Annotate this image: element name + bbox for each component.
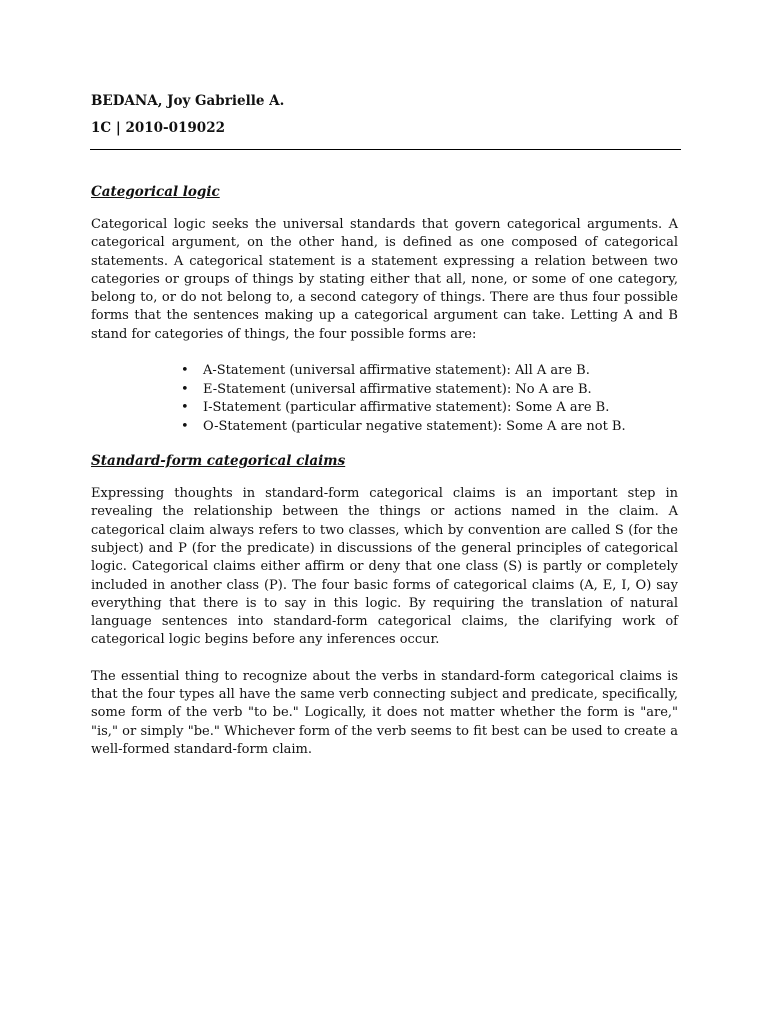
- list-item: [181, 362, 678, 381]
- header-divider: [90, 149, 681, 150]
- section-and-student-number: 1C | 2010-019022: [91, 120, 225, 136]
- list-item-text: E-Statement (universal affirmative statement): No A are B.: [203, 381, 592, 397]
- list-item-text: I-Statement (particular affirmative statement): Some A are B.: [203, 400, 610, 416]
- bullet-icon: •: [181, 400, 189, 416]
- paragraph-spacer: [91, 650, 678, 668]
- document-header: [91, 92, 681, 137]
- document-body: [91, 183, 678, 759]
- statement-forms-list: [91, 362, 678, 436]
- bullet-icon: •: [181, 381, 189, 397]
- list-item: [181, 418, 678, 437]
- list-item-text: O-Statement (particular negative statement): Some A are not B.: [203, 418, 626, 434]
- author-name: BEDANA, Joy Gabrielle A.: [91, 93, 285, 109]
- list-item: [181, 381, 678, 400]
- bullet-icon: •: [181, 418, 189, 434]
- paragraph-standard-form-1: Expressing thoughts in standard-form categorical claims is an important step in revealing the relationship between the things or actions named in the claim. A categorical claim always refers to two classes, which by convention are called S (for the subject) and P (for the predicate) in discussions of the general principles of categorical logic. Categorical claims either affirm or deny that one class (S) is partly or completely included in another class (P). The four basic forms of categorical claims (A, E, I, O) say everything that there is to say in this logic. By requiring the translation of natural language sentences into standard-form categorical claims, the clarifying work of categorical logic begins before any inferences occur.: [91, 486, 678, 648]
- list-item-text: A-Statement (universal affirmative statement): All A are B.: [203, 363, 590, 379]
- bullet-icon: •: [181, 363, 189, 379]
- heading-categorical-logic: Categorical logic: [91, 184, 220, 200]
- list-item: [181, 399, 678, 418]
- paragraph-standard-form-2: The essential thing to recognize about the verbs in standard-form categorical claims is that the four types all have the same verb connecting subject and predicate, specifically, some form of the verb "to be." Logically, it does not matter whether the form is "are," "is," or simply "be." Whichever form of the verb seems to fit best can be used to create a well-formed standard-form claim.: [91, 668, 678, 757]
- paragraph-categorical-logic: Categorical logic seeks the universal standards that govern categorical arguments. A categorical argument, on the other hand, is defined as one composed of categorical statements. A categorical statement is a statement expressing a relation between two categories or groups of things by stating either that all, none, or some of one category, belong to, or do not belong to, a second category of things. There are thus four possible forms that the sentences making up a categorical argument can take. Letting A and B stand for categories of things, the four possible forms are:: [91, 217, 678, 342]
- heading-standard-form-claims: Standard-form categorical claims: [91, 453, 346, 470]
